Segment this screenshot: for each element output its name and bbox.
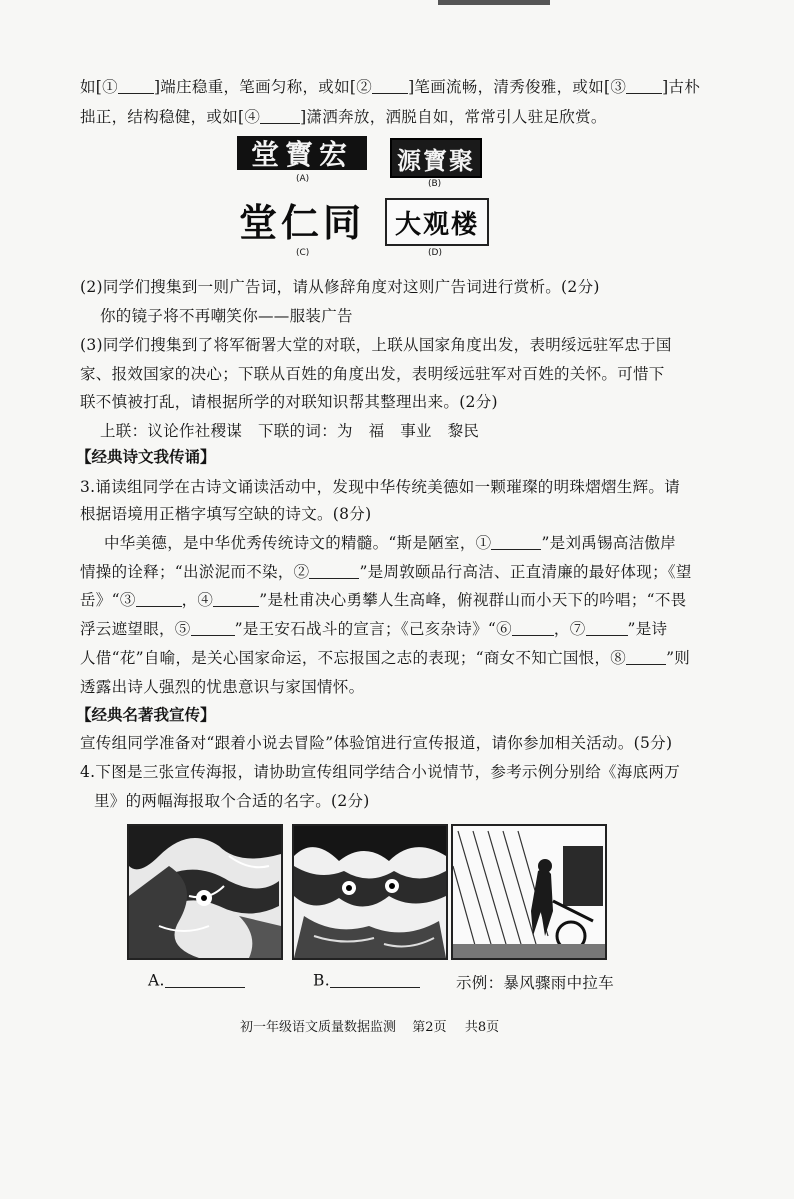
signboard-c bbox=[237, 196, 367, 245]
scan-edge-mark bbox=[438, 0, 550, 5]
caption-c: (C) bbox=[296, 248, 310, 258]
blank-3[interactable] bbox=[626, 78, 662, 95]
poster-a-label: A. bbox=[148, 971, 165, 990]
novel-intro: 宣传组同学准备对“跟着小说去冒险”体验馆进行宣传报道，请你参加相关活动。(5分) bbox=[80, 734, 673, 752]
poster-b-answer bbox=[313, 971, 420, 990]
poster-example-image bbox=[451, 824, 607, 960]
poster-a-blank[interactable] bbox=[165, 971, 245, 988]
poem-line6: 透露出诗人强烈的忧患意识与家国情怀。 bbox=[80, 678, 365, 696]
text-seg: 人借“花”自喻，是关心国家命运，不忘报国之志的表现；“商女不知亡国恨，⑧ bbox=[80, 649, 627, 667]
poem-line2 bbox=[80, 560, 692, 582]
question-4-line1: 4.下图是三张宣传海报，请协助宣传组同学结合小说情节，参考示例分别给《海底两万 bbox=[80, 763, 680, 781]
text-seg: ]笔画流畅，清秀俊雅，或如[③ bbox=[408, 78, 627, 96]
poster-example-caption: 示例：暴风骤雨中拉车 bbox=[456, 974, 615, 992]
text-seg: ，⑦ bbox=[553, 620, 586, 638]
section-heading-novel: 【经典名著我宣传】 bbox=[76, 705, 216, 724]
caption-d: (D) bbox=[428, 248, 442, 258]
text-seg: 如[① bbox=[80, 78, 118, 96]
poem-blank-8[interactable] bbox=[626, 649, 666, 666]
text-seg: ]潇洒奔放，洒脱自如，常常引人驻足欣赏。 bbox=[300, 108, 607, 126]
poem-blank-3[interactable] bbox=[136, 591, 182, 608]
footer-exam-title: 初一年级语文质量数据监测 bbox=[240, 1020, 397, 1035]
text-seg: ”则 bbox=[666, 649, 691, 667]
blank-4[interactable] bbox=[260, 108, 300, 125]
section-heading-poetry: 【经典诗文我传诵】 bbox=[76, 447, 216, 466]
poem-line3 bbox=[80, 588, 686, 610]
page-footer bbox=[240, 1016, 499, 1035]
ad-slogan: 你的镜子将不再嘲笑你——服装广告 bbox=[100, 307, 353, 325]
text-seg: ”是诗 bbox=[627, 620, 668, 638]
poem-line5 bbox=[80, 646, 690, 668]
signboard-a bbox=[237, 136, 367, 170]
poster-b-image bbox=[292, 824, 448, 960]
poster-b-blank[interactable] bbox=[330, 971, 420, 988]
text-seg: 中华美德，是中华优秀传统诗文的精髓。“斯是陋室，① bbox=[104, 534, 492, 552]
poetry-question-line1: 3.诵读组同学在古诗文诵读活动中，发现中华传统美德如一颗璀璨的明珠熠熠生辉。请 bbox=[80, 478, 680, 496]
text-seg: ”是周敦颐品行高洁、正直清廉的最好体现；《望 bbox=[359, 563, 692, 581]
poetry-question-line2: 根据语境用正楷字填写空缺的诗文。(8分) bbox=[80, 505, 372, 523]
text-seg: 情操的诠释；“出淤泥而不染，② bbox=[80, 563, 310, 581]
poem-blank-1[interactable] bbox=[491, 534, 541, 551]
poster-b-label: B. bbox=[313, 971, 330, 990]
q1-line1 bbox=[80, 75, 700, 97]
text-seg: 浮云遮望眼，⑤ bbox=[80, 620, 191, 638]
text-seg: ，④ bbox=[181, 591, 214, 609]
q1-line2 bbox=[80, 105, 607, 127]
text-seg: 岳》“③ bbox=[80, 591, 136, 609]
signboard-b-text: 源寳聚 bbox=[397, 145, 475, 175]
signboard-c-text: 堂仁同 bbox=[238, 199, 365, 245]
signboard-d-text: 大观楼 bbox=[394, 209, 479, 240]
poem-blank-2[interactable] bbox=[309, 563, 359, 580]
question-2: (2)同学们搜集到一则广告词，请从修辞角度对这则广告词进行赏析。(2分) bbox=[80, 278, 600, 296]
footer-total-pages: 共8页 bbox=[464, 1020, 500, 1035]
poem-blank-5[interactable] bbox=[191, 620, 235, 637]
blank-1[interactable] bbox=[118, 78, 154, 95]
poem-blank-7[interactable] bbox=[586, 620, 628, 637]
couplet-words: 上联：议论作社稷谋 下联的词：为 福 事业 黎民 bbox=[100, 422, 480, 440]
signboard-a-text: 堂寳宏 bbox=[250, 138, 353, 171]
poster-a-image bbox=[127, 824, 283, 960]
text-seg: ”是王安石战斗的宣言；《己亥杂诗》“⑥ bbox=[234, 620, 512, 638]
text-seg: ”是刘禹锡高洁傲岸 bbox=[541, 534, 677, 552]
text-seg: ”是杜甫决心勇攀人生高峰，俯视群山而小天下的吟唱；“不畏 bbox=[259, 591, 687, 609]
question-3-line3: 联不慎被打乱，请根据所学的对联知识帮其整理出来。(2分) bbox=[80, 393, 498, 411]
caption-a: (A) bbox=[296, 174, 310, 184]
footer-page-number: 第2页 bbox=[412, 1020, 447, 1035]
question-3-line1: (3)同学们搜集到了将军衙署大堂的对联，上联从国家角度出发，表明绥远驻军忠于国 bbox=[80, 336, 672, 354]
blank-2[interactable] bbox=[372, 78, 408, 95]
text-seg: ]端庄稳重，笔画匀称，或如[② bbox=[153, 78, 373, 96]
poem-line1 bbox=[104, 531, 676, 553]
caption-b: (B) bbox=[428, 179, 442, 189]
question-4-line2: 里》的两幅海报取个合适的名字。(2分) bbox=[94, 792, 370, 810]
signboard-b bbox=[390, 138, 482, 178]
poster-a-answer bbox=[148, 971, 245, 990]
poem-blank-6[interactable] bbox=[512, 620, 554, 637]
question-3-line2: 家、报效国家的决心；下联从百姓的角度出发，表明绥远驻军对百姓的关怀。可惜下 bbox=[80, 365, 665, 383]
poem-blank-4[interactable] bbox=[213, 591, 259, 608]
text-seg: ]古朴 bbox=[662, 78, 701, 96]
poem-line4 bbox=[80, 617, 667, 639]
text-seg: 拙正，结构稳健，或如[④ bbox=[80, 108, 261, 126]
signboard-d bbox=[385, 198, 489, 246]
